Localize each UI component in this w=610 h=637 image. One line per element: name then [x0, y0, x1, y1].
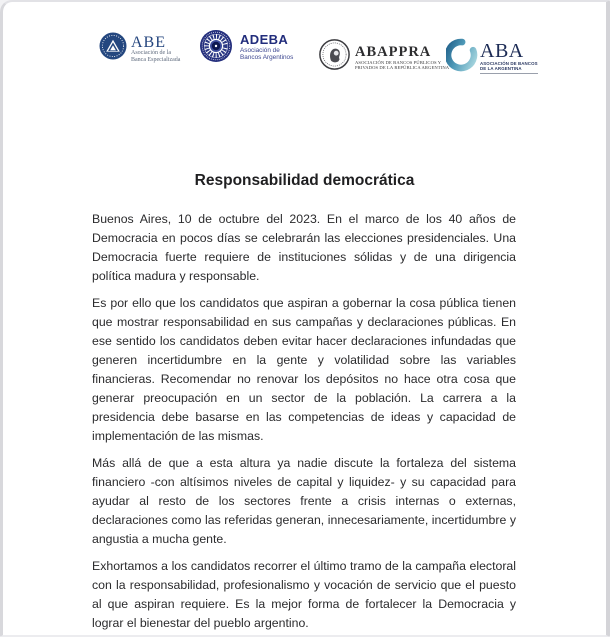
- aba-swirl-icon: [446, 30, 478, 76]
- aba-subtitle-block: [480, 61, 538, 74]
- logo-header: [3, 2, 606, 92]
- text-line: generar preocupación en un sector de la población. La carrera a la: [92, 391, 516, 405]
- adeba-seal-icon: [199, 29, 233, 63]
- abappra-subtitle-line1: ASOCIACIÓN DE BANCOS PÚBLICOS Y: [355, 60, 442, 65]
- text-line: Más allá de que a esta altura ya nadie discute la fortaleza del sistema: [92, 456, 516, 470]
- abe-subtitle-line2: Banca Especializada: [131, 56, 181, 63]
- abe-subtitle-line1: Asociación de la: [131, 50, 171, 56]
- text-line: financiero -con altísimos niveles de capital y liquidez- y su capacidad para: [92, 475, 516, 489]
- paragraph-4: [92, 557, 516, 633]
- abappra-subtitle-line2: PRIVADOS DE LA REPÚBLICA ARGENTINA: [355, 65, 450, 71]
- paragraph-2: [92, 294, 516, 446]
- text-line: ese sentido los candidatos deben evitar hacer declaraciones infundadas que: [92, 334, 516, 348]
- text-line: implementación de las mismas.: [92, 429, 264, 443]
- logo-aba: [446, 30, 538, 76]
- aba-subtitle-line1: ASOCIACIÓN DE BANCOS: [480, 61, 538, 66]
- text-line: Exhortamos a los candidatos recorrer el último tramo de la campaña electoral: [92, 559, 516, 573]
- adeba-acronym: ADEBA: [240, 32, 289, 47]
- document-body: [92, 210, 516, 633]
- text-line: al que aspiran requiere. Es la mejor forma de fortalecer la Democracia y: [92, 597, 516, 611]
- text-line: Democracia en pocos días se celebrarán las elecciones presidenciales. Una: [92, 231, 516, 245]
- paragraph-1: [92, 210, 516, 286]
- text-line: política madura y responsable.: [92, 269, 260, 283]
- aba-acronym: ABA: [480, 40, 524, 62]
- text-line: Buenos Aires, 10 de octubre del 2023. En el marco de los 40 años de: [92, 212, 516, 226]
- text-line: declaraciones como las referidas generan, innecesariamente, incertidumbre y: [92, 513, 516, 527]
- text-line: financieras. Recomendar no renovar los depósitos no hace otra cosa que: [92, 372, 516, 386]
- abappra-seal-icon: [319, 39, 350, 70]
- text-line: Democracia fuerte requiere de instituciones sólidas y de una dirigencia: [92, 250, 516, 264]
- text-line: presidencia debe basarse en las competencias de ideas y capacidad de: [92, 410, 516, 424]
- text-line: angustia a mucha gente.: [92, 532, 227, 546]
- adeba-subtitle-line2: Bancos Argentinos: [240, 54, 294, 62]
- paragraph-3: [92, 454, 516, 549]
- abe-seal-icon: [99, 32, 127, 60]
- abappra-acronym: ABAPPRA: [355, 44, 432, 60]
- page-title: Responsabilidad democrática: [194, 172, 415, 189]
- aba-subtitle-line2: DE LA ARGENTINA: [480, 66, 522, 71]
- abe-acronym: ABE: [131, 34, 166, 51]
- text-line: con la responsabilidad, profesionalismo y vocación de servicio que el puesto: [92, 578, 516, 592]
- logo-abe: [99, 32, 180, 63]
- logo-adeba: [199, 29, 293, 63]
- text-line: generen incertidumbre en la gente y volatilidad sobre las variables: [92, 353, 516, 367]
- text-line: que mostrar responsabilidad en sus campañas y declaraciones públicas. En: [92, 315, 516, 329]
- text-line: lograr el bienestar del pueblo argentino.: [92, 616, 309, 630]
- adeba-subtitle-line1: Asociación de: [240, 47, 280, 54]
- text-line: Es por ello que los candidatos que aspiran a gobernar la cosa pública tienen: [92, 296, 516, 310]
- text-line: ayudar al resto de los sectores frente a crisis internas o externas,: [92, 494, 516, 508]
- logo-abappra: [319, 39, 449, 70]
